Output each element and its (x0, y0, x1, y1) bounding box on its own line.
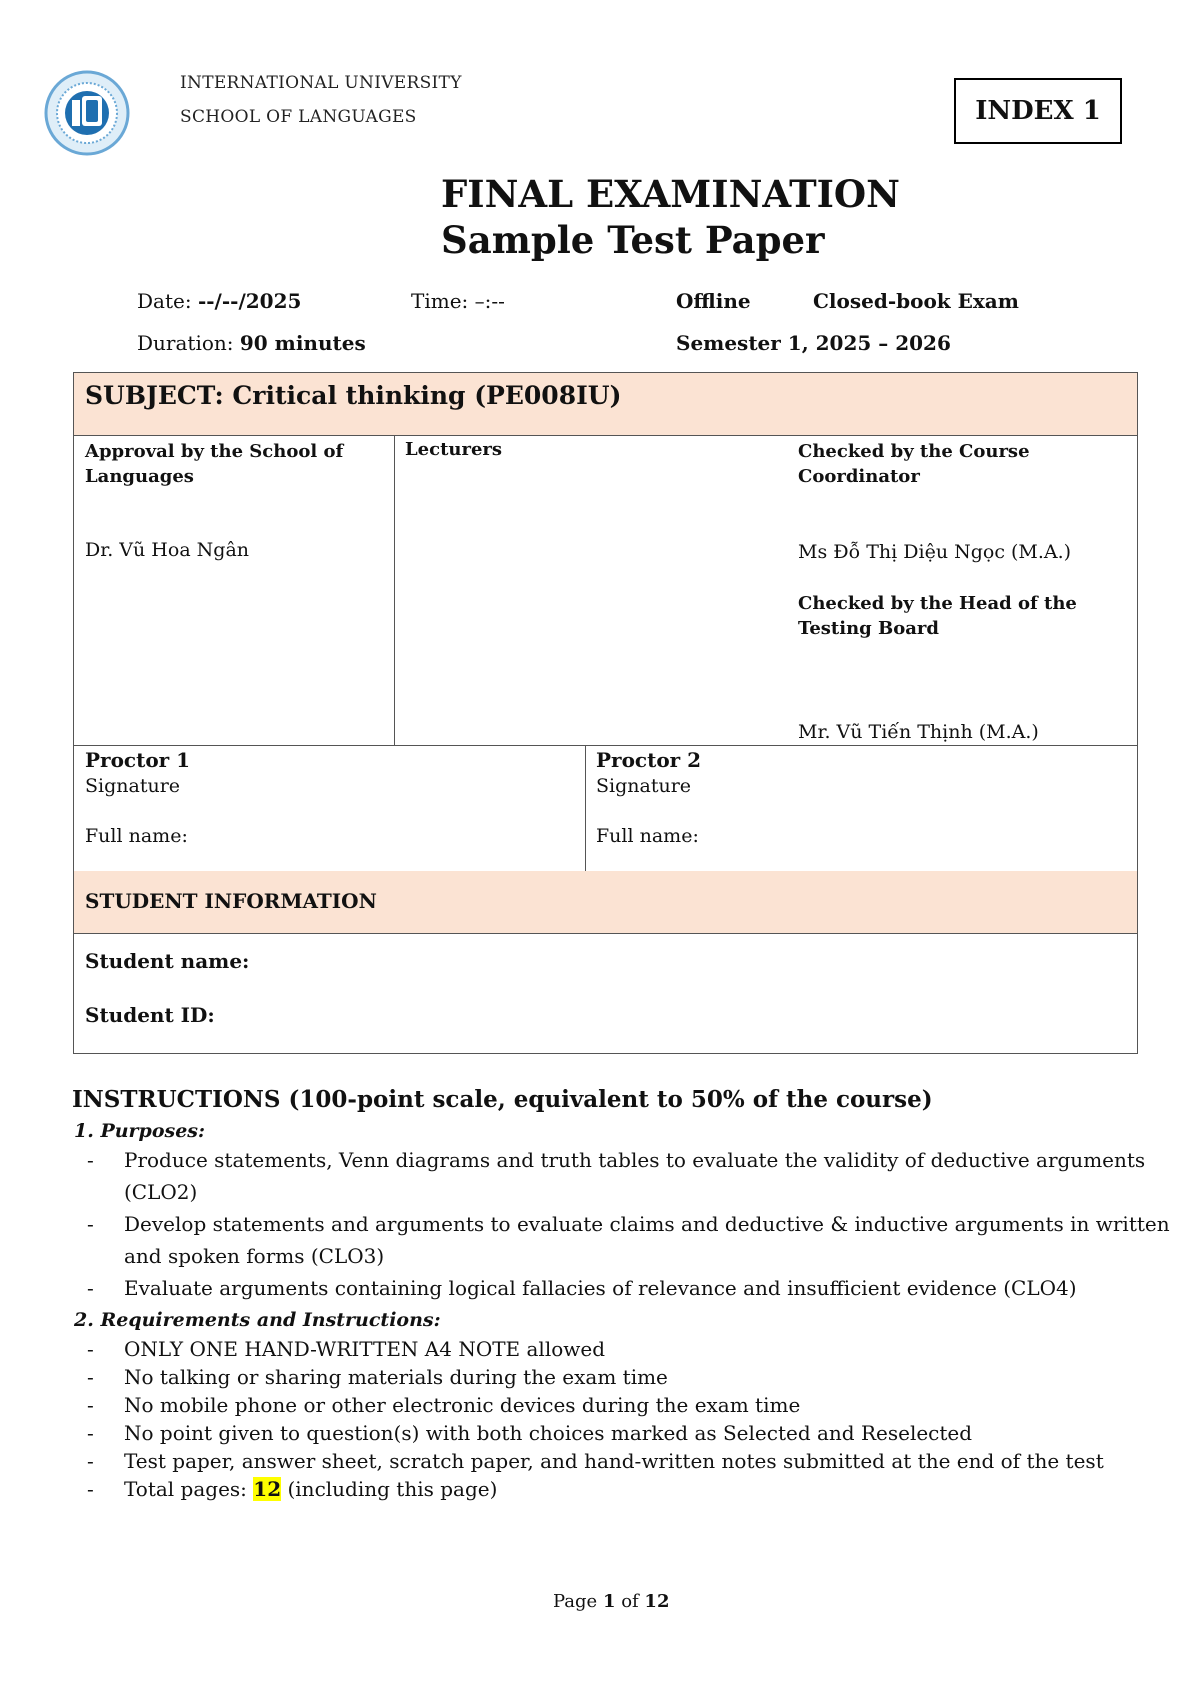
requirement-item: No mobile phone or other electronic devices during the exam time (124, 1393, 801, 1417)
duration-field (137, 331, 366, 355)
page-current: 1 (602, 1591, 616, 1612)
requirement-item: No talking or sharing materials during the exam time (124, 1365, 668, 1389)
time-field (411, 289, 505, 313)
purposes-heading: 1. Purposes: (74, 1120, 206, 1142)
approval-name: Dr. Vũ Hoa Ngân (85, 539, 250, 561)
total-pages-prefix: Total pages: (124, 1477, 254, 1501)
proctor1-signature-label: Signature (85, 775, 181, 797)
duration-value: 90 minutes (239, 331, 366, 355)
lecturers-label: Lecturers (405, 439, 503, 460)
bullet-dash: - (87, 1393, 94, 1417)
page-total: 12 (644, 1591, 670, 1612)
subject-row (74, 373, 1137, 435)
date-value: --/--/2025 (197, 289, 302, 313)
proctor2-signature-label: Signature (596, 775, 692, 797)
coordinator-label: Checked by the Course Coordinator (798, 441, 1030, 487)
school-name: SCHOOL OF LANGUAGES (180, 107, 417, 127)
time-value: –:-- (474, 289, 505, 313)
exam-info-table (73, 372, 1138, 1054)
requirement-item: No point given to question(s) with both choices marked as Selected and Reselected (124, 1421, 973, 1445)
approval-cell (85, 439, 385, 561)
lecturers-cell (405, 439, 705, 460)
head-label: Checked by the Head of the Testing Board (798, 593, 1077, 639)
bullet-dash: - (87, 1212, 94, 1236)
proctor1-cell (85, 748, 565, 847)
date-field (137, 289, 301, 313)
duration-label: Duration: (137, 331, 234, 355)
time-label: Time: (411, 289, 469, 313)
university-logo-icon (44, 70, 130, 156)
bullet-dash: - (87, 1365, 94, 1389)
subject-title: SUBJECT: Critical thinking (PE008IU) (85, 381, 622, 410)
purpose-item: Produce statements, Venn diagrams and truth tables to evaluate the validity of deductive arguments (124, 1148, 1146, 1172)
student-info-header (74, 871, 1137, 933)
purpose-item: Evaluate arguments containing logical fallacies of relevance and insufficient evidence (CLO4) (124, 1276, 1077, 1300)
proctor2-label: Proctor 2 (596, 748, 702, 772)
purpose-item: and spoken forms (CLO3) (124, 1244, 385, 1268)
purpose-item: (CLO2) (124, 1180, 198, 1204)
bullet-dash: - (87, 1477, 94, 1501)
coordinator-name: Ms Đỗ Thị Diệu Ngọc (M.A.) (798, 541, 1072, 563)
approval-label: Approval by the School of Languages (85, 441, 344, 487)
proctor2-cell (596, 748, 1076, 847)
page-number (553, 1591, 669, 1612)
checkers-cell (798, 439, 1118, 743)
student-name-label: Student name: (85, 949, 250, 973)
exam-subtitle: Sample Test Paper (441, 218, 825, 262)
semester: Semester 1, 2025 – 2026 (676, 331, 951, 355)
book-type: Closed-book Exam (813, 289, 1019, 313)
page-mid: of (615, 1591, 645, 1612)
student-info-label: STUDENT INFORMATION (85, 889, 377, 913)
bullet-dash: - (87, 1148, 94, 1172)
bullet-dash: - (87, 1421, 94, 1445)
exam-mode: Offline (676, 289, 751, 313)
page-prefix: Page (553, 1591, 603, 1612)
university-name: INTERNATIONAL UNIVERSITY (180, 73, 462, 93)
proctor1-label: Proctor 1 (85, 748, 191, 772)
purpose-item: Develop statements and arguments to evaluate claims and deductive & inductive arguments in written (124, 1212, 1170, 1236)
requirements-heading: 2. Requirements and Instructions: (74, 1309, 441, 1331)
total-pages-suffix: (including this page) (281, 1477, 498, 1501)
bullet-dash: - (87, 1449, 94, 1473)
exam-title: FINAL EXAMINATION (441, 172, 900, 216)
instructions-title: INSTRUCTIONS (100-point scale, equivalent to 50% of the course) (72, 1086, 933, 1113)
index-label: INDEX 1 (975, 96, 1101, 126)
requirement-item: Test paper, answer sheet, scratch paper, and hand-written notes submitted at the end of the test (124, 1449, 1104, 1473)
proctor1-fullname-label: Full name: (85, 825, 188, 847)
student-id-label: Student ID: (85, 1003, 215, 1027)
head-name: Mr. Vũ Tiến Thịnh (M.A.) (798, 721, 1039, 743)
total-pages-item (124, 1477, 497, 1501)
index-box (954, 78, 1122, 144)
bullet-dash: - (87, 1276, 94, 1300)
total-pages-value: 12 (253, 1477, 282, 1501)
proctor2-fullname-label: Full name: (596, 825, 699, 847)
date-label: Date: (137, 289, 192, 313)
bullet-dash: - (87, 1337, 94, 1361)
requirement-item: ONLY ONE HAND-WRITTEN A4 NOTE allowed (124, 1337, 606, 1361)
